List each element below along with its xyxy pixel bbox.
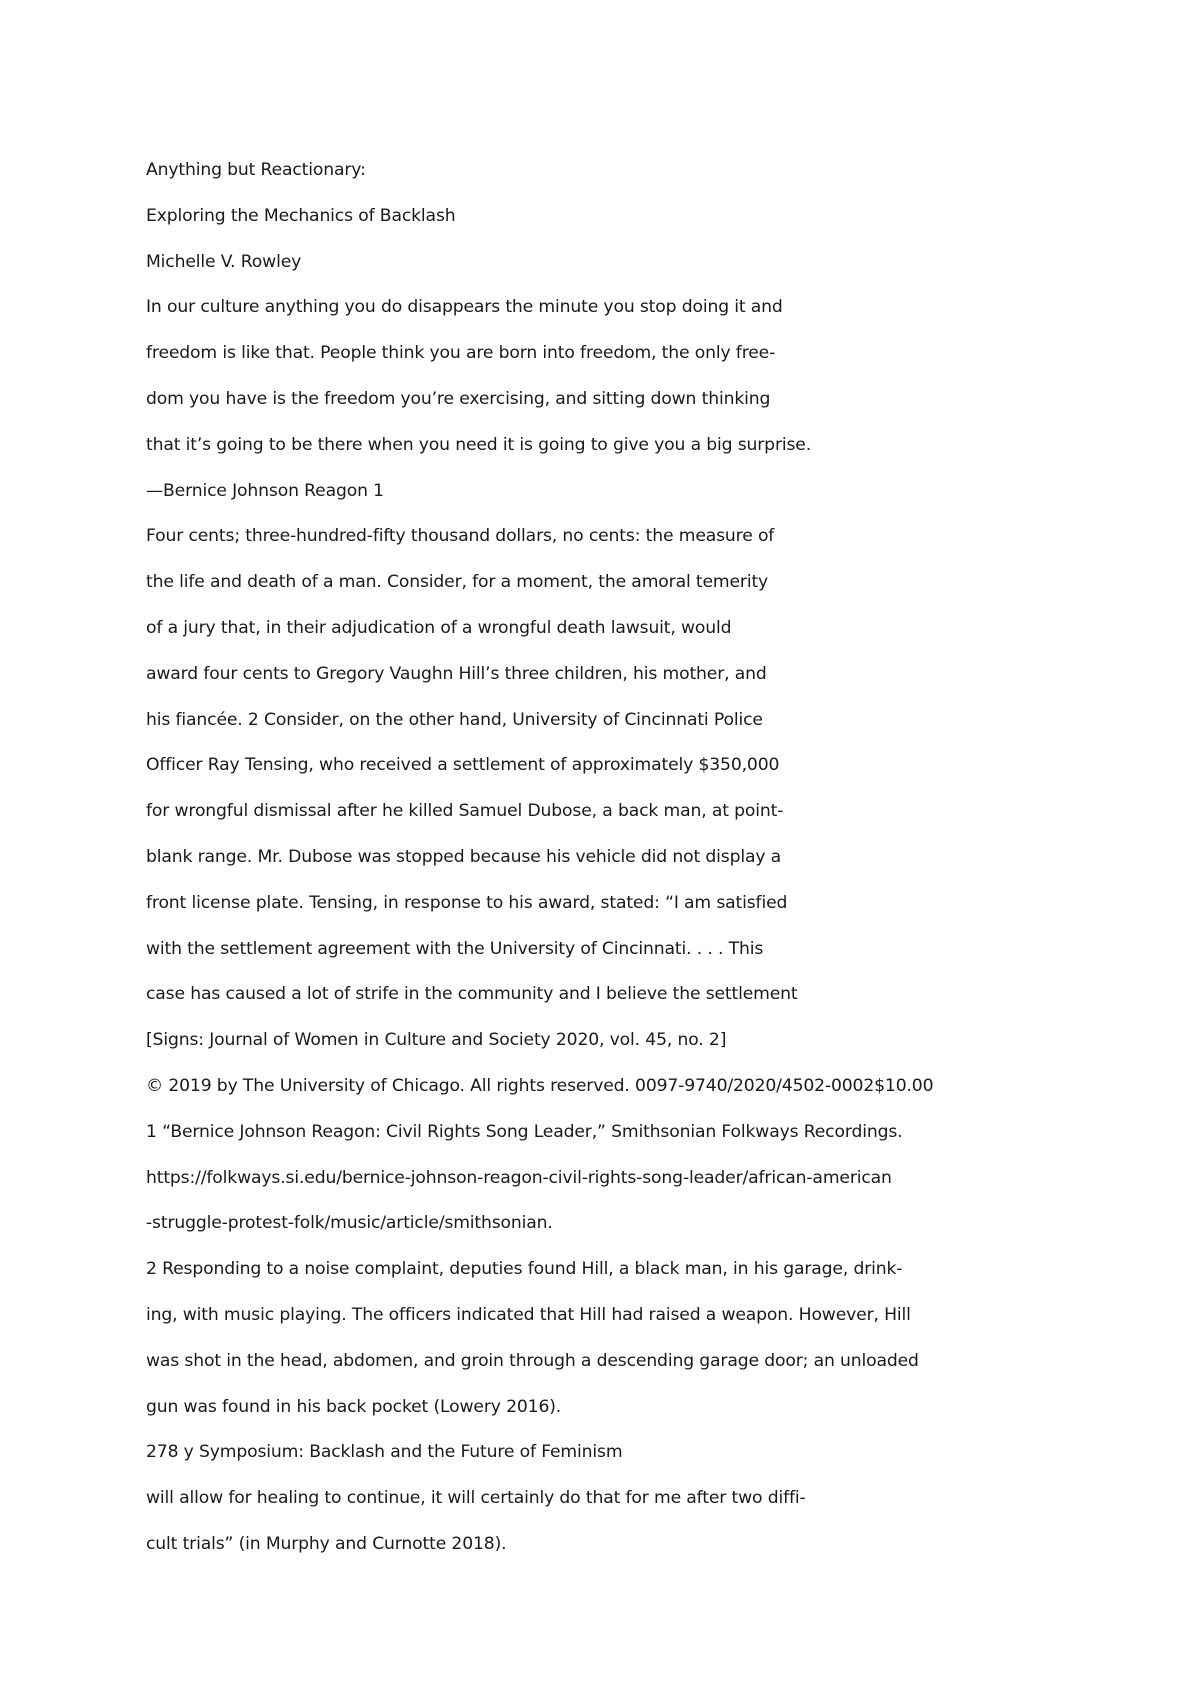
body-text-line: of a jury that, in their adjudication of a wrongful death lawsuit, would (146, 617, 732, 638)
epigraph-attribution: —Bernice Johnson Reagon 1 (146, 480, 384, 501)
footnote-line: gun was found in his back pocket (Lowery 2016). (146, 1396, 562, 1417)
author-name: Michelle V. Rowley (146, 251, 302, 272)
body-text-line: award four cents to Gregory Vaughn Hill’s three children, his mother, and (146, 663, 767, 684)
footnote-url-line: -struggle-protest-folk/music/article/smithsonian. (146, 1213, 553, 1234)
body-text-line: will allow for healing to continue, it will certainly do that for me after two diffi- (146, 1488, 806, 1509)
body-text-line: Four cents; three-hundred-fifty thousand dollars, no cents: the measure of (146, 526, 775, 547)
body-text-line: cult trials” (in Murphy and Curnotte 2018). (146, 1533, 507, 1554)
article-title-line-1: Anything but Reactionary: (146, 160, 366, 180)
copyright-notice: © 2019 by The University of Chicago. All rights reserved. 0097-9740/2020/4502-0002$10.00 (146, 1075, 934, 1096)
body-text-line: with the settlement agreement with the University of Cincinnati. . . . This (146, 938, 764, 959)
body-text-line: case has caused a lot of strife in the community and I believe the settlement (146, 984, 798, 1005)
text-column (146, 148, 1146, 1568)
epigraph-line: dom you have is the freedom you’re exercising, and sitting down thinking (146, 388, 771, 409)
running-header: 278 y Symposium: Backlash and the Future of Feminism (146, 1442, 623, 1463)
epigraph-line: freedom is like that. People think you are born into freedom, the only free- (146, 343, 776, 364)
article-title-line-2: Exploring the Mechanics of Backlash (146, 205, 456, 226)
body-text-line: blank range. Mr. Dubose was stopped because his vehicle did not display a (146, 846, 782, 867)
body-text-line: front license plate. Tensing, in response to his award, stated: “I am satisfied (146, 892, 788, 913)
epigraph-line: In our culture anything you do disappears the minute you stop doing it and (146, 297, 783, 318)
footnote-url-line: https://folkways.si.edu/bernice-johnson-reagon-civil-rights-song-leader/african-american (146, 1167, 892, 1188)
epigraph-line: that it’s going to be there when you need it is going to give you a big surprise. (146, 434, 812, 455)
footnote-line: ing, with music playing. The officers indicated that Hill had raised a weapon. However, Hill (146, 1304, 911, 1325)
body-text-line: Officer Ray Tensing, who received a settlement of approximately $350,000 (146, 755, 780, 776)
footnote-line: 1 “Bernice Johnson Reagon: Civil Rights Song Leader,” Smithsonian Folkways Recordings. (146, 1121, 903, 1142)
journal-citation: [Signs: Journal of Women in Culture and Society 2020, vol. 45, no. 2] (146, 1030, 727, 1051)
body-text-line: his fiancée. 2 Consider, on the other hand, University of Cincinnati Police (146, 709, 763, 730)
body-text-line: the life and death of a man. Consider, for a moment, the amoral temerity (146, 572, 769, 593)
body-text-line: for wrongful dismissal after he killed Samuel Dubose, a back man, at point- (146, 801, 784, 822)
footnote-line: was shot in the head, abdomen, and groin through a descending garage door; an unloaded (146, 1350, 919, 1371)
footnote-line: 2 Responding to a noise complaint, deputies found Hill, a black man, in his garage, drink- (146, 1259, 903, 1280)
